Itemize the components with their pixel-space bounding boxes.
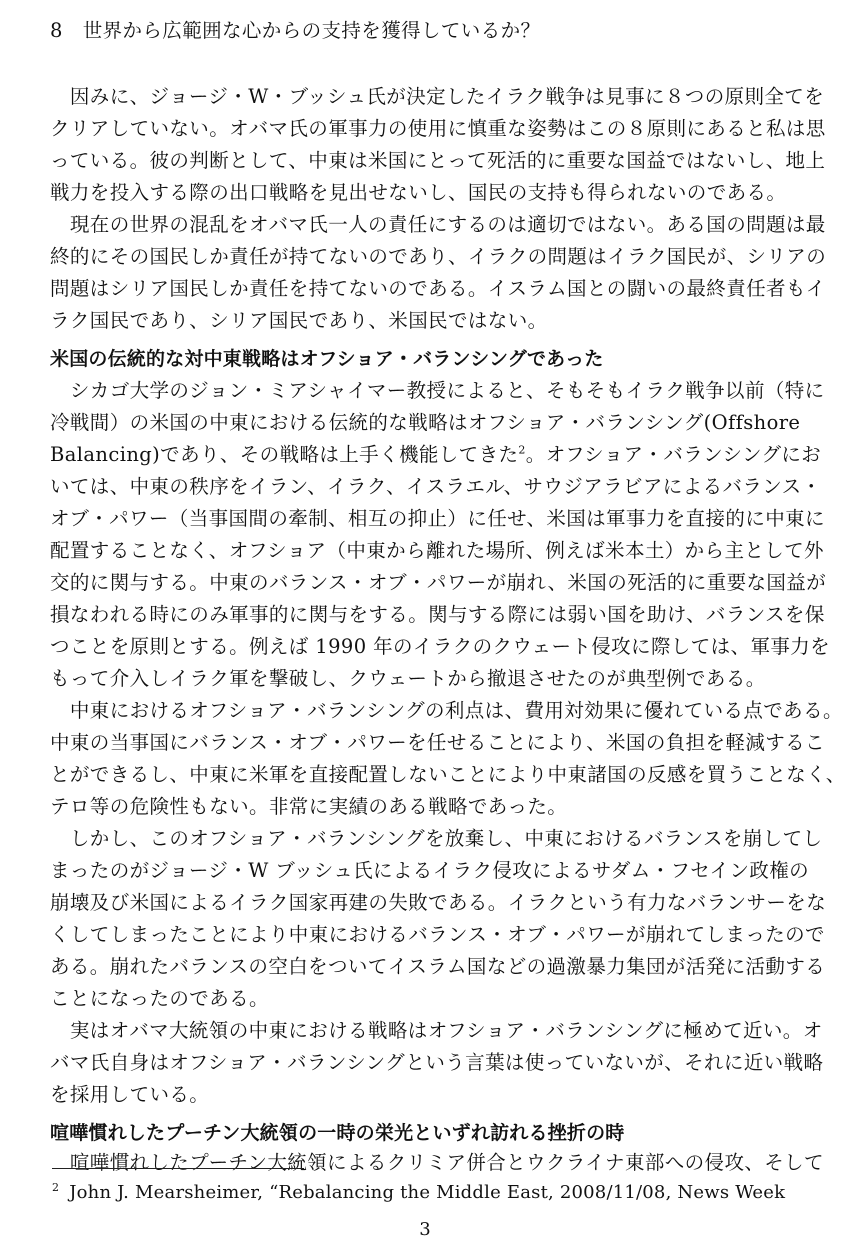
body-line: 崩壊及び米国によるイラク国家再建の失敗である。イラクという有力なバランサーをな (50, 891, 827, 914)
body-line: 損なわれる時にのみ軍事的に関与をする。関与する際には弱い国を助け、バランスを保 (50, 603, 825, 626)
body-line: 交的に関与する。中東のバランス・オブ・パワーが崩れ、米国の死活的に重要な国益が (50, 571, 827, 594)
body-line: 戦力を投入する際の出口戦略を見出せないし、国民の支持も得られないのである。 (50, 181, 787, 204)
footnote-reference[interactable]: 2 (518, 443, 526, 457)
body-line: を採用している。 (50, 1083, 210, 1106)
page-number: 3 (419, 1219, 431, 1240)
body-line: 現在の世界の混乱をオバマ氏一人の責任にするのは適切ではない。ある国の問題は最 (50, 213, 826, 236)
body-text: Balancing)であり、その戦略は上手く機能してきた (50, 443, 519, 466)
section-8-header: 8 世界から広範囲な心からの支持を獲得しているか？ (50, 19, 541, 42)
body-line: テロ等の危険性もない。非常に実績のある戦略であった。 (50, 795, 568, 818)
footnote-text: John J. Mearsheimer, “Rebalancing the Middle East, 2008/11/08, News Week (69, 1182, 786, 1203)
body-line: 終的にその国民しか責任が持てないのであり、イラクの問題はイラク国民が、シリアの (50, 245, 827, 268)
section-heading-offshore: 米国の伝統的な対中東戦略はオフショア・バランシングであった (50, 348, 604, 370)
body-line-with-footnote-ref (50, 440, 822, 470)
body-line: ある。崩れたバランスの空白をついてイスラム国などの過激暴力集団が活発に活動する (50, 955, 826, 978)
body-line: くしてしまったことにより中東におけるバランス・オブ・パワーが崩れてしまったので (50, 923, 825, 946)
body-line: シカゴ大学のジョン・ミアシャイマー教授によると、そもそもイラク戦争以前（特に (50, 379, 825, 402)
body-line: ことになったのである。 (50, 987, 269, 1010)
body-line: 実はオバマ大統領の中東における戦略はオフショア・バランシングに極めて近い。オ (50, 1019, 823, 1042)
body-line: 因みに、ジョージ・W・ブッシュ氏が決定したイラク戦争は見事に８つの原則全てを (50, 85, 825, 108)
footnote (52, 1180, 785, 1206)
body-line: っている。彼の判断として、中東は米国にとって死活的に重要な国益ではないし、地上 (50, 149, 826, 172)
body-line: 配置することなく、オフショア（中東から離れた場所、例えば米本土）から主として外 (50, 539, 824, 562)
body-line: 問題はシリア国民しか責任を持てないのである。イスラム国との闘いの最終責任者もイ (50, 277, 826, 300)
body-line: 中東におけるオフショア・バランシングの利点は、費用対効果に優れている点である。 (50, 699, 843, 722)
body-text: 。オフショア・バランシングにお (525, 443, 822, 466)
footnote-mark: 2 (52, 1181, 60, 1194)
body-line: まったのがジョージ・W ブッシュ氏によるイラク侵攻によるサダム・フセイン政権の (50, 859, 810, 882)
body-line: 中東の当事国にバランス・オブ・パワーを任せることにより、米国の負担を軽減するこ (50, 731, 825, 754)
body-line: ラク国民であり、シリア国民であり、米国民ではない。 (50, 309, 548, 332)
body-line: バマ氏自身はオフショア・バランシングという言葉は使っていないが、それに近い戦略 (50, 1051, 824, 1074)
section-heading-putin: 喧嘩慣れしたプーチン大統領の一時の栄光といずれ訪れる挫折の時 (50, 1122, 625, 1144)
body-line: 喧嘩慣れしたプーチン大統領によるクリミア併合とウクライナ東部への侵攻、そして (50, 1151, 824, 1174)
body-line: もって介入しイラク軍を撃破し、クウェートから撤退させたのが典型例である。 (50, 667, 766, 690)
footnote-separator (52, 1168, 304, 1169)
body-line: 冷戦間）の米国の中東における伝統的な戦略はオフショア・バランシング(Offshore (50, 411, 801, 434)
body-line: オブ・パワー（当事国間の牽制、相互の抑止）に任せ、米国は軍事力を直接的に中東に (50, 507, 825, 530)
body-line: とができるし、中東に米軍を直接配置しないことにより中東諸国の反感を買うことなく、 (50, 763, 846, 786)
body-line: いては、中東の秩序をイラン、イラク、イスラエル、サウジアラビアによるバランス・ (50, 475, 822, 498)
body-line: クリアしていない。オバマ氏の軍事力の使用に慎重な姿勢はこの８原則にあると私は思 (50, 117, 826, 140)
body-line: しかし、このオフショア・バランシングを放棄し、中東におけるバランスを崩してし (50, 827, 823, 850)
body-line: つことを原則とする。例えば 1990 年のイラクのクウェート侵攻に際しては、軍事力を (50, 635, 831, 658)
